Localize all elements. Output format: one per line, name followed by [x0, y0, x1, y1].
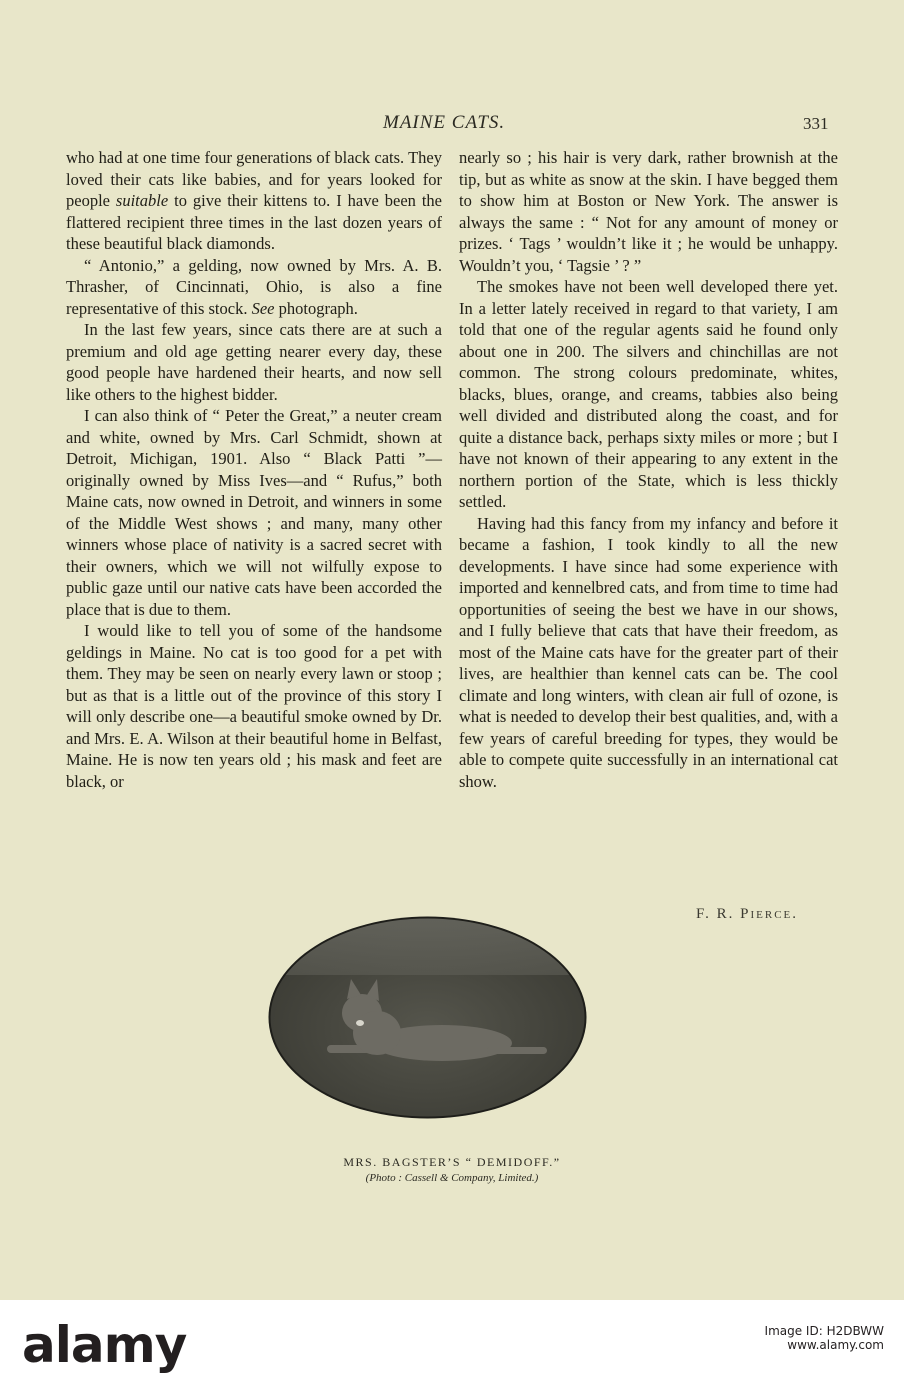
page-number: 331: [803, 114, 829, 133]
photo-credit: (Photo : Cassell & Company, Limited.): [365, 1172, 539, 1184]
right-column: [459, 147, 838, 792]
author-signature: F. R. Pierce.: [696, 906, 799, 922]
figure-caption: MRS. BAGSTER’S “ DEMIDOFF.”: [343, 1155, 561, 1169]
paragraph: The smokes have not been well developed there yet. In a letter lately received in regard to that variety, I am told that one of the regular agents said he found only about one in 200. The silvers and chinchillas are not common. The strong colours predominate, whites, blacks, blues, orange, and creams, tabbies also being well divided and distributed along the coast, and for quite a distance back, perhaps sixty miles or more ; but I have not known of their appearing to any extent in the northern portion of the State, which is less thickly settled.: [459, 277, 838, 511]
paragraph: “ Antonio,” a gelding, now owned by Mrs. A. B. Thrasher, of Cincinnati, Ohio, is also a fine representative of this stock. See photograph.: [66, 255, 442, 318]
paragraph: Having had this fancy from my infancy and before it became a fashion, I took kindly to all the new developments. I have since had some experience with imported and kennelbred cats, and from time to time had opportunities of seeing the best we have in our shows, and I fully believe that cats that have their freedom, as most of the Maine cats have for the greater part of their lives, are healthier than kennel cats can be. The cool climate and long winters, with clean air full of ozone, is what is needed to develop their best qualities, and, with a few years of careful breeding for types, they would be able to compete quite successfully in an international cat show.: [459, 513, 838, 791]
image-info: [765, 1324, 884, 1352]
cat-photograph: [267, 915, 588, 1120]
paragraph: In the last few years, since cats there are at such a premium and old age getting nearer every day, these good people have hardened their hearts, and now sell like others to the highest bidder.: [66, 320, 442, 404]
paragraph: who had at one time four generations of black cats. They loved their cats like babies, and for years looked for people suitable to give their kittens to. I have been the flattered recipient three times in the last dozen years of these beautiful black diamonds.: [66, 148, 442, 253]
paragraph: I would like to tell you of some of the handsome geldings in Maine. No cat is too good for a pet with them. They may be seen on nearly every lawn or stoop ; but as that is a little out of the province of this story I will only describe one—a beautiful smoke owned by Dr. and Mrs. E. A. Wilson at their beautiful home in Belfast, Maine. He is now ten years old ; his mask and feet are black, or: [66, 621, 442, 791]
running-head: [0, 112, 904, 142]
alamy-logo: alamy: [22, 1316, 187, 1374]
stock-watermark-footer: [0, 1300, 904, 1390]
site-url: www.alamy.com: [787, 1338, 884, 1352]
running-title: MAINE CATS.: [383, 112, 506, 133]
image-id: Image ID: H2DBWW: [764, 1324, 884, 1338]
paragraph: I can also think of “ Peter the Great,” a neuter cream and white, owned by Mrs. Carl Schmidt, shown at Detroit, Michigan, 1901. Also “ Black Patti ”—originally owned by Miss Ives—and “ Rufus,” both Maine cats, now owned in Detroit, and winners in some of the Middle West shows ; and many, many other winners whose place of nativity is a sacred secret with their owners, which we will not wilfully expose to public gaze until our native cats have been accorded the place that is due to them.: [66, 406, 442, 619]
left-column: [66, 147, 442, 792]
paragraph: nearly so ; his hair is very dark, rather brownish at the tip, but as white as snow at the skin. I have begged them to show him at Boston or New York. The answer is always the same : “ Not for any amount of money or prizes. ‘ Tags ’ wouldn’t like it ; he would be unhappy. Wouldn’t you, ‘ Tagsie ’ ? ”: [459, 148, 838, 275]
